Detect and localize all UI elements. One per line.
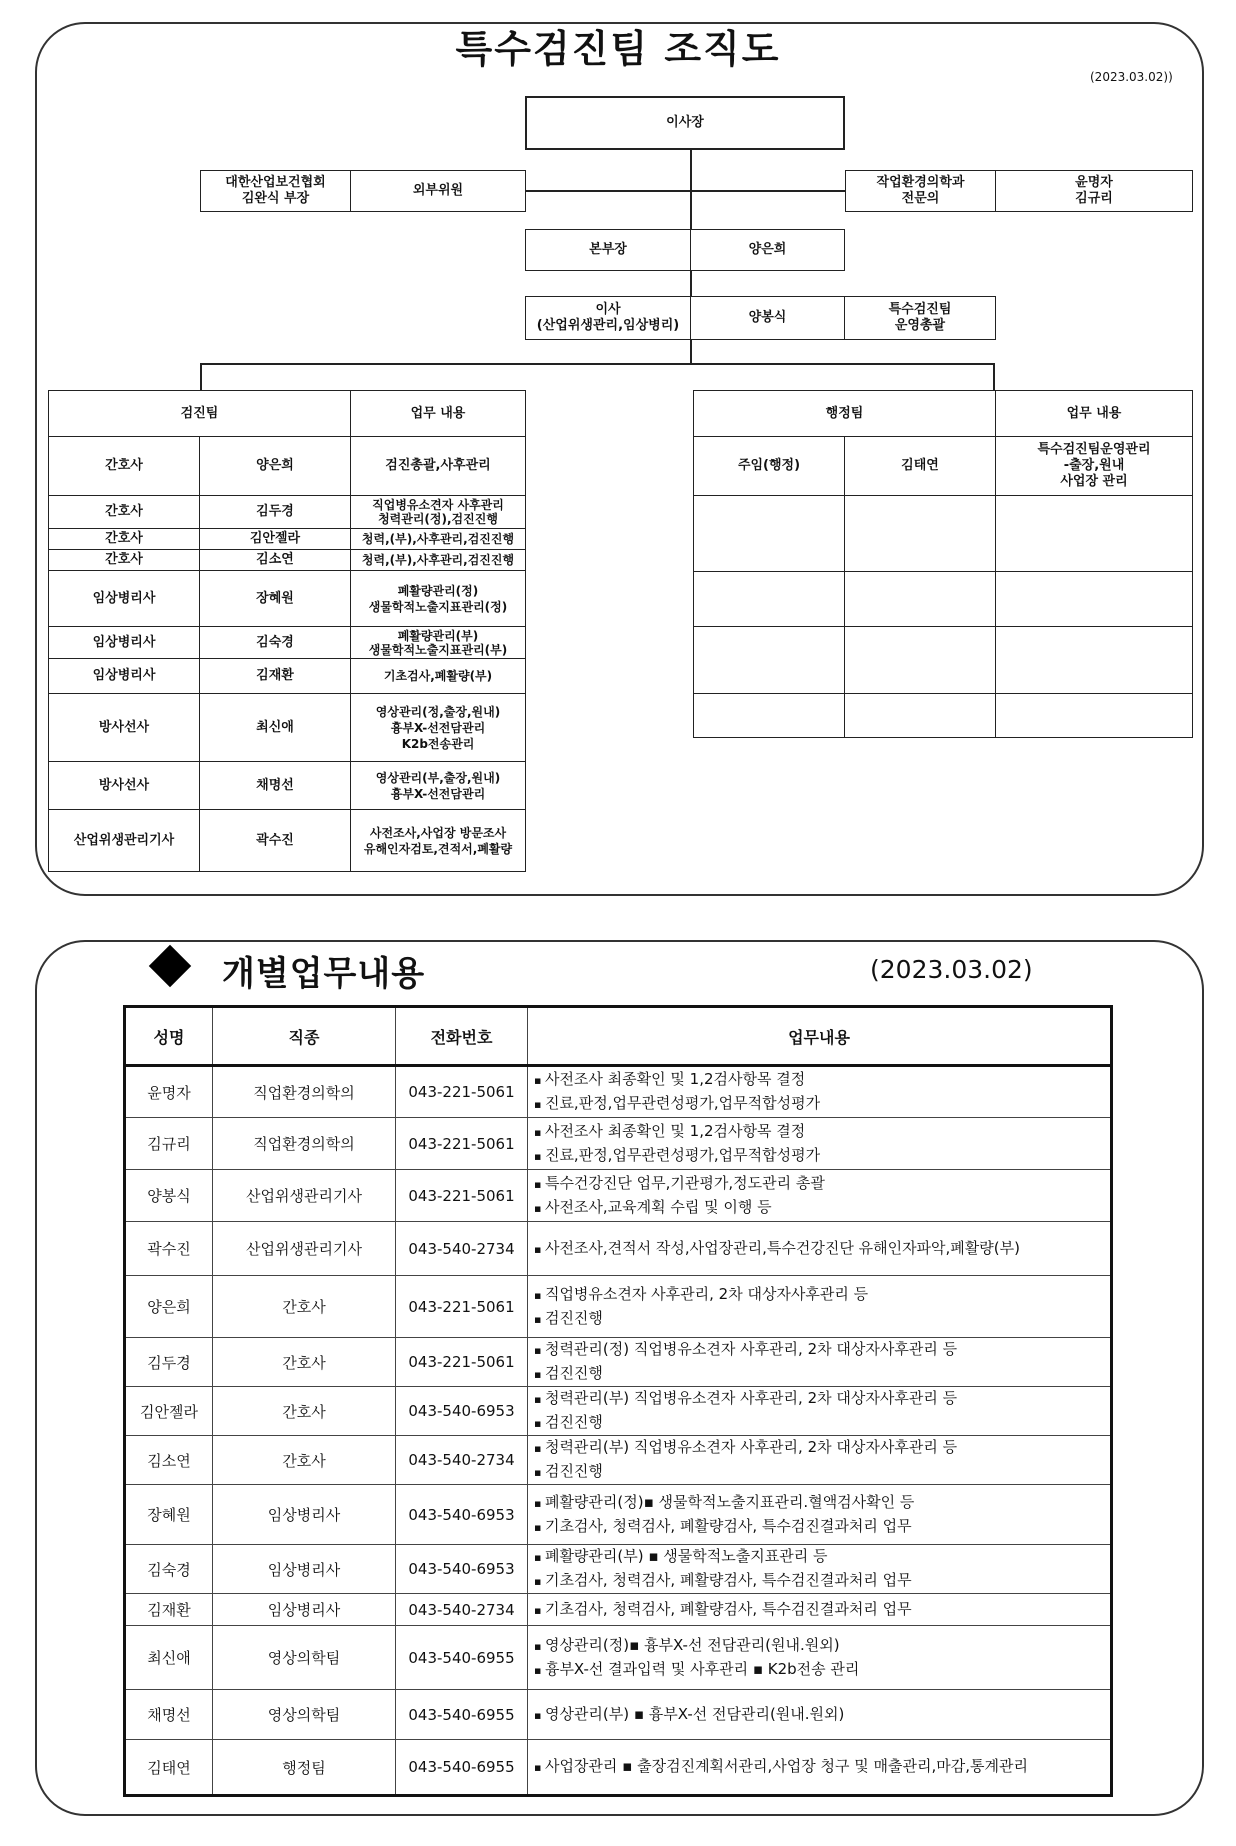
external-role: 외부위원 [351,170,526,212]
duty-line: ▪ 사전조사 최종확인 및 1,2검사항목 결정 [534,1068,1110,1092]
external-dept: 작업환경의학과 전문의 [845,170,996,212]
person-duties [528,1338,1112,1387]
person-name: 윤명자 [125,1066,213,1118]
person-phone: 043-540-2734 [396,1594,528,1626]
person-name: 곽수진 [125,1222,213,1276]
duty-line: ▪ 폐활량관리(정)▪ 생물학적노출지표관리.혈액검사확인 등 [534,1491,1110,1515]
table-row [125,1276,1112,1338]
person-duties [528,1118,1112,1170]
exam-duty: 직업병유소견자 사후관리 청력관리(정),검진진행 [351,496,526,529]
admin-team-duty-header: 업무 내용 [996,390,1193,437]
header-phone: 전화번호 [396,1007,528,1066]
table-row [125,1740,1112,1796]
person-phone: 043-221-5061 [396,1338,528,1387]
person-name: 김소연 [125,1436,213,1485]
exam-role: 간호사 [48,496,200,529]
person-job: 임상병리사 [213,1485,396,1545]
duty-line: ▪ 검진진행 [534,1307,1110,1331]
header-job: 직종 [213,1007,396,1066]
person-phone: 043-540-6953 [396,1387,528,1436]
external-org: 대한산업보건협회 김완식 부장 [200,170,351,212]
person-job: 직업환경의학의 [213,1066,396,1118]
individual-duties-table [123,1005,1113,1797]
admin-empty-cell [693,572,845,627]
person-job: 행정팀 [213,1740,396,1796]
table-row [125,1485,1112,1545]
connector-line [200,363,202,390]
person-job: 간호사 [213,1338,396,1387]
person-duties [528,1276,1112,1338]
person-name: 김재환 [125,1594,213,1626]
header-name: 성명 [125,1007,213,1066]
director-title: 본부장 [525,229,691,271]
admin-empty-cell [996,627,1193,694]
admin-empty-cell [845,627,996,694]
person-name: 김태연 [125,1740,213,1796]
person-duties [528,1170,1112,1222]
person-job: 임상병리사 [213,1594,396,1626]
connector-line [200,363,995,365]
exam-duty: 청력,(부),사후관리,검진진행 [351,550,526,571]
exam-name: 최신애 [200,694,351,762]
person-duties [528,1690,1112,1740]
person-phone: 043-540-6955 [396,1740,528,1796]
table-row [125,1338,1112,1387]
person-name: 김숙경 [125,1545,213,1594]
exam-name: 곽수진 [200,810,351,872]
chairman-box: 이사장 [525,96,845,150]
person-phone: 043-540-6955 [396,1626,528,1690]
table-row [125,1170,1112,1222]
person-phone: 043-221-5061 [396,1066,528,1118]
exam-role: 임상병리사 [48,659,200,694]
exam-name: 장혜원 [200,571,351,627]
exam-name: 양은희 [200,437,351,496]
header-duties: 업무내용 [528,1007,1112,1066]
duty-line: ▪ 사전조사,견적서 작성,사업장관리,특수건강진단 유해인자파악,폐활량(부) [534,1237,1110,1261]
person-name: 양은희 [125,1276,213,1338]
person-phone: 043-540-6955 [396,1690,528,1740]
duty-line: ▪ 검진진행 [534,1362,1110,1386]
admin-empty-cell [996,572,1193,627]
exam-role: 임상병리사 [48,571,200,627]
person-duties [528,1626,1112,1690]
org-chart-date: (2023.03.02)) [1090,70,1173,84]
person-phone: 043-540-2734 [396,1222,528,1276]
admin-empty-cell [845,496,996,572]
external-names: 윤명자 김규리 [996,170,1193,212]
person-duties [528,1436,1112,1485]
table-row [125,1594,1112,1626]
exam-team-duty-header: 업무 내용 [351,390,526,437]
person-job: 간호사 [213,1276,396,1338]
admin-role: 주임(행정) [693,437,845,496]
duty-line: ▪ 영상관리(정)▪ 흉부X-선 전담관리(원내.원외) [534,1634,1110,1658]
exam-name: 김숙경 [200,627,351,659]
person-job: 영상의학팀 [213,1626,396,1690]
person-phone: 043-221-5061 [396,1118,528,1170]
admin-name: 김태연 [845,437,996,496]
person-name: 채명선 [125,1690,213,1740]
executive-title: 이사 (산업위생관리,임상병리) [525,296,691,340]
exam-team-header: 검진팀 [48,390,351,437]
connector-line [525,190,845,192]
table-row [125,1222,1112,1276]
admin-empty-cell [996,496,1193,572]
exam-role: 산업위생관리기사 [48,810,200,872]
person-duties [528,1066,1112,1118]
duty-line: ▪ 청력관리(정) 직업병유소견자 사후관리, 2차 대상자사후관리 등 [534,1338,1110,1362]
duty-line: ▪ 기초검사, 청력검사, 폐활량검사, 특수검진결과처리 업무 [534,1569,1110,1593]
duty-line: ▪ 흉부X-선 결과입력 및 사후관리 ▪ K2b전송 관리 [534,1658,1110,1682]
admin-empty-cell [693,496,845,572]
table-row [125,1626,1112,1690]
table-row [125,1387,1112,1436]
duty-line: ▪ 사업장관리 ▪ 출장검진계획서관리,사업장 청구 및 매출관리,마감,통계관리 [534,1755,1110,1779]
admin-empty-cell [996,694,1193,738]
exam-duty: 폐활량관리(정) 생물학적노출지표관리(정) [351,571,526,627]
exam-name: 채명선 [200,762,351,810]
exam-role: 간호사 [48,437,200,496]
exam-name: 김재환 [200,659,351,694]
exam-duty: 검진총괄,사후관리 [351,437,526,496]
exam-name: 김안젤라 [200,529,351,550]
person-phone: 043-540-2734 [396,1436,528,1485]
exam-role: 간호사 [48,550,200,571]
table-row [125,1066,1112,1118]
person-phone: 043-221-5061 [396,1276,528,1338]
person-job: 임상병리사 [213,1545,396,1594]
duty-line: ▪ 진료,판정,업무관련성평가,업무적합성평가 [534,1092,1110,1116]
duty-line: ▪ 기초검사, 청력검사, 폐활량검사, 특수검진결과처리 업무 [534,1515,1110,1539]
duty-line: ▪ 청력관리(부) 직업병유소견자 사후관리, 2차 대상자사후관리 등 [534,1436,1110,1460]
person-name: 최신애 [125,1626,213,1690]
duty-line: ▪ 직업병유소견자 사후관리, 2차 대상자사후관리 등 [534,1283,1110,1307]
admin-empty-cell [693,627,845,694]
person-job: 간호사 [213,1387,396,1436]
person-job: 직업환경의학의 [213,1118,396,1170]
person-name: 김두경 [125,1338,213,1387]
exam-name: 김소연 [200,550,351,571]
duty-line: ▪ 사전조사,교육계획 수립 및 이행 등 [534,1196,1110,1220]
individual-duties-title: 개별업무내용 [222,954,426,994]
duty-line: ▪ 폐활량관리(부) ▪ 생물학적노출지표관리 등 [534,1545,1110,1569]
duty-line: ▪ 진료,판정,업무관련성평가,업무적합성평가 [534,1144,1110,1168]
table-row [125,1118,1112,1170]
table-header-row [125,1007,1112,1066]
person-job: 영상의학팀 [213,1690,396,1740]
director-name: 양은희 [691,229,845,271]
exam-duty: 사전조사,사업장 방문조사 유해인자검토,견적서,폐활량 [351,810,526,872]
person-duties [528,1545,1112,1594]
person-duties [528,1594,1112,1626]
person-job: 산업위생관리기사 [213,1170,396,1222]
executive-duty: 특수검진팀 운영총괄 [845,296,996,340]
duty-line: ▪ 검진진행 [534,1411,1110,1435]
exam-role: 임상병리사 [48,627,200,659]
person-phone: 043-540-6953 [396,1485,528,1545]
individual-duties-date: (2023.03.02) [870,955,1033,984]
person-phone: 043-221-5061 [396,1170,528,1222]
exam-duty: 영상관리(정,출장,원내) 흉부X-선전담관리 K2b전송관리 [351,694,526,762]
exam-duty: 영상관리(부,출장,원내) 흉부X-선전담관리 [351,762,526,810]
executive-name: 양봉식 [691,296,845,340]
exam-role: 간호사 [48,529,200,550]
admin-team-header: 행정팀 [693,390,996,437]
person-phone: 043-540-6953 [396,1545,528,1594]
person-name: 김규리 [125,1118,213,1170]
person-duties [528,1222,1112,1276]
exam-duty: 기초검사,폐활량(부) [351,659,526,694]
exam-duty: 폐활량관리(부) 생물학적노출지표관리(부) [351,627,526,659]
admin-empty-cell [845,572,996,627]
exam-name: 김두경 [200,496,351,529]
exam-role: 방사선사 [48,762,200,810]
person-duties [528,1485,1112,1545]
table-row [125,1436,1112,1485]
duty-line: ▪ 검진진행 [534,1460,1110,1484]
duty-line: ▪ 특수건강진단 업무,기관평가,정도관리 총괄 [534,1172,1110,1196]
admin-empty-cell [693,694,845,738]
exam-role: 방사선사 [48,694,200,762]
table-row [125,1690,1112,1740]
table-row [125,1545,1112,1594]
person-duties [528,1387,1112,1436]
person-name: 양봉식 [125,1170,213,1222]
person-job: 산업위생관리기사 [213,1222,396,1276]
duty-line: ▪ 사전조사 최종확인 및 1,2검사항목 결정 [534,1120,1110,1144]
person-job: 간호사 [213,1436,396,1485]
admin-empty-cell [845,694,996,738]
person-duties [528,1740,1112,1796]
duty-line: ▪ 영상관리(부) ▪ 흉부X-선 전담관리(원내.원외) [534,1703,1110,1727]
person-name: 장혜원 [125,1485,213,1545]
duty-line: ▪ 청력관리(부) 직업병유소견자 사후관리, 2차 대상자사후관리 등 [534,1387,1110,1411]
duty-line: ▪ 기초검사, 청력검사, 폐활량검사, 특수검진결과처리 업무 [534,1598,1110,1622]
admin-duty: 특수검진팀운영관리 -출장,원내 사업장 관리 [996,437,1193,496]
org-chart-title: 특수검진팀 조직도 [455,27,781,71]
person-name: 김안젤라 [125,1387,213,1436]
exam-duty: 청력,(부),사후관리,검진진행 [351,529,526,550]
connector-line [993,363,995,390]
